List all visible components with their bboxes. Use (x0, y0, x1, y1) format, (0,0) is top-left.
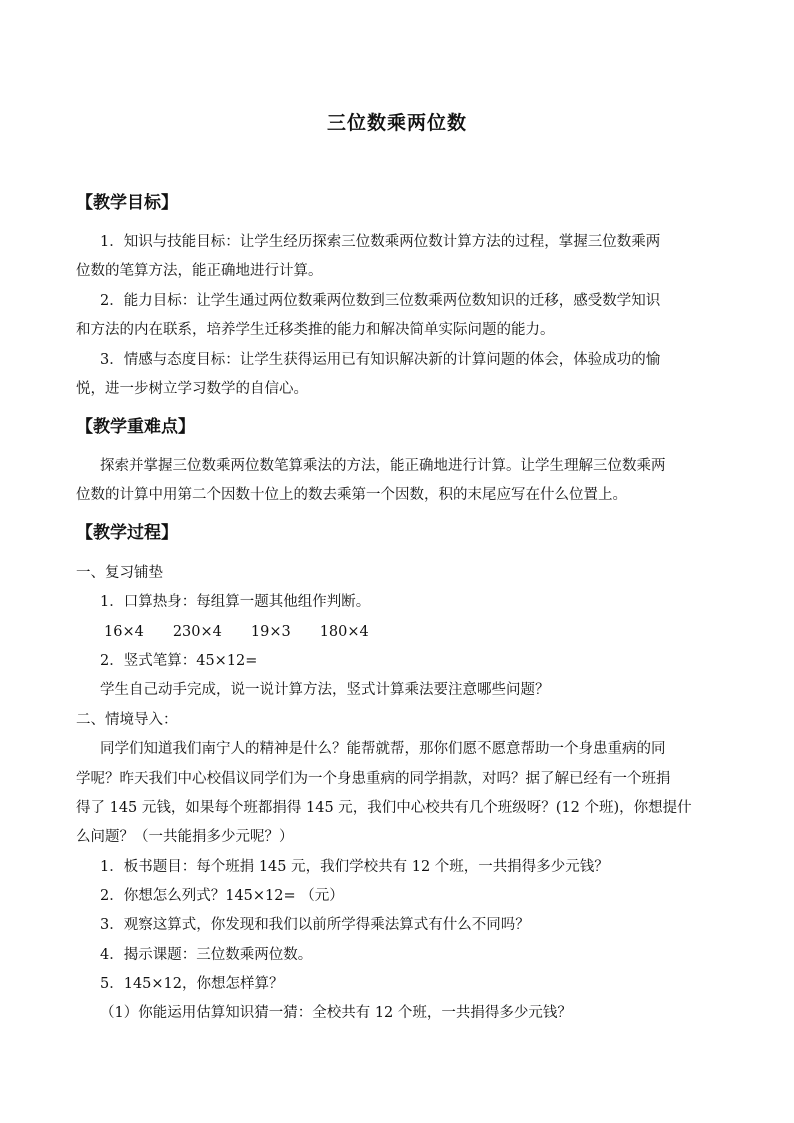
process-line: 16×4 230×4 19×3 180×4 (104, 624, 369, 640)
key-points-line: 探索并掌握三位数乘两位数笔算乘法的方法，能正确地进行计算。让学生理解三位数乘两 (100, 458, 666, 474)
key-points-line: 位数的计算中用第二个因数十位上的数去乘第一个因数，积的末尾应写在什么位置上。 (76, 487, 627, 503)
goals-line: 1．知识与技能目标：让学生经历探索三位数乘两位数计算方法的过程，掌握三位数乘两 (100, 234, 661, 250)
goals-line: 位数的笔算方法，能正确地进行计算。 (76, 263, 323, 279)
process-line: 学呢？昨天我们中心校倡议同学们为一个身患重病的同学捐款，对吗？据了解已经有一个班捐 (76, 771, 671, 787)
process-line: 学生自己动手完成，说一说计算方法，竖式计算乘法要注意哪些问题？ (100, 682, 550, 698)
process-subheading: 一、复习铺垫 (76, 565, 163, 581)
page-title: 三位数乘两位数 (326, 112, 467, 134)
process-line: 4．揭示课题：三位数乘两位数。 (100, 947, 313, 963)
process-line: 1．口算热身：每组算一题其他组作判断。 (100, 594, 371, 610)
process-line: 5．145×12，你想怎样算？ (100, 976, 284, 992)
goals-line: 悦，进一步树立学习数学的自信心。 (76, 381, 308, 397)
process-heading: 【教学过程】 (76, 523, 178, 543)
goals-line: 和方法的内在联系，培养学生迁移类推的能力和解决简单实际问题的能力。 (76, 322, 555, 338)
process-line: 1．板书题目：每个班捐 145 元，我们学校共有 12 个班，一共捐得多少元钱？ (100, 859, 609, 875)
process-line: 2．你想怎么列式？145×12= （元） (100, 888, 344, 904)
process-line: （1）你能运用估算知识猜一猜：全校共有 12 个班，一共捐得多少元钱？ (100, 1005, 572, 1021)
goals-line: 3．情感与态度目标：让学生获得运用已有知识解决新的计算问题的体会，体验成功的愉 (100, 352, 661, 368)
process-line: 2．竖式笔算：45×12= (100, 653, 258, 669)
key-points-heading: 【教学重难点】 (76, 417, 195, 437)
process-subheading: 二、情境导入： (76, 712, 178, 728)
goals-heading: 【教学目标】 (76, 193, 178, 213)
process-line: 同学们知道我们南宁人的精神是什么？能帮就帮，那你们愿不愿意帮助一个身患重病的同 (100, 741, 666, 757)
goals-line: 2．能力目标：让学生通过两位数乘两位数到三位数乘两位数知识的迁移，感受数学知识 (100, 293, 661, 309)
process-line: 得了 145 元钱，如果每个班都捐得 145 元，我们中心校共有几个班级呀？(12 个班)，你想提什 (76, 800, 692, 816)
process-line: 么问题？（一共能捐多少元呢？） (76, 829, 294, 845)
process-line: 3．观察这算式，你发现和我们以前所学得乘法算式有什么不同吗？ (100, 917, 530, 933)
